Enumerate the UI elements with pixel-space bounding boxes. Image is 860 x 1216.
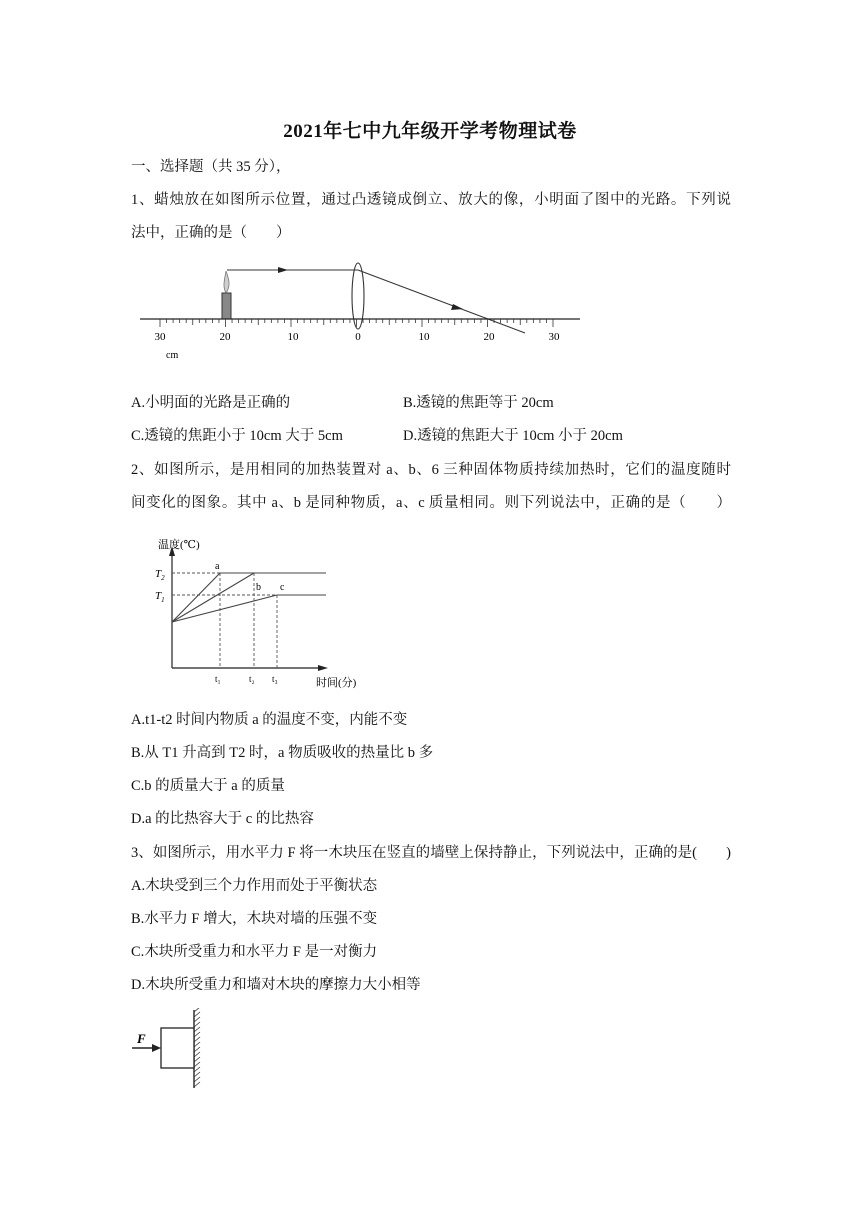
q2-option-b: B.从 T1 升高到 T2 时，a 物质吸收的热量比 b 多 — [131, 745, 434, 761]
hatch-line — [194, 1032, 200, 1037]
q1-text-line1: 1、蜡烛放在如图所示位置，通过凸透镜成倒立、放大的像，小明面了图中的光路。下列说 — [131, 192, 731, 208]
candle-icon — [222, 293, 231, 319]
hatch-line — [194, 1052, 200, 1057]
time-t2-label: t₂ — [249, 674, 255, 684]
q1-option-c: C.透镜的焦距小于 10cm 大于 5cm — [131, 428, 343, 444]
hatch-line — [194, 1062, 200, 1067]
q2-option-a: A.t1-t2 时间内物质 a 的温度不变，内能不变 — [131, 712, 408, 728]
q3-option-d: D.木块所受重力和墙对木块的摩擦力大小相等 — [131, 977, 421, 993]
q1-option-a: A.小明面的光路是正确的 — [131, 395, 291, 411]
q1-lens-figure — [130, 258, 600, 368]
q1-option-b: B.透镜的焦距等于 20cm — [403, 395, 554, 411]
t1-label: $T_1$ — [155, 590, 165, 604]
q1-text-line2: 法中，正确的是（ ） — [131, 225, 291, 241]
section-heading: 一、选择题（共 35 分）， — [131, 159, 291, 175]
hatch-line — [194, 1082, 200, 1087]
q2-option-c: C.b 的质量大于 a 的质量 — [131, 778, 285, 794]
x-axis-label: 时间(分) — [316, 677, 357, 689]
q2-text-line1: 2、如图所示，是用相同的加热装置对 a、b、6 三种固体物质持续加热时，它们的温度随时 — [131, 462, 731, 478]
tick-label: 20 — [483, 331, 495, 343]
q3-text-line1: 3、如图所示，用水平力 F 将一木块压在竖直的墙壁上保持静止，下列说法中，正确的是( ) — [131, 845, 731, 861]
wooden-block — [161, 1028, 194, 1068]
hatch-line — [194, 1072, 200, 1077]
page-title: 2021年七中九年级开学考物理试卷 — [283, 121, 577, 142]
q3-block-wall-figure — [128, 1008, 218, 1092]
curve-b-label: b — [256, 582, 261, 593]
hatch-line — [194, 1067, 200, 1072]
wall-hatching — [194, 1008, 200, 1087]
hatch-line — [194, 1037, 200, 1042]
t2-label: $T_2$ — [155, 568, 165, 582]
ray-arrow-icon — [278, 267, 288, 273]
hatch-line — [194, 1042, 200, 1047]
q3-option-b: B.水平力 F 增大，木块对墙的压强不变 — [131, 911, 378, 927]
hatch-line — [194, 1027, 200, 1032]
unit-label: cm — [166, 350, 179, 361]
hatch-line — [194, 1022, 200, 1027]
ruler-ticks — [160, 319, 553, 327]
curve-a-label: a — [215, 561, 220, 572]
q2-text-line2: 间变化的图象。其中 a、b 是同种物质，a、c 质量相同。则下列说法中，正确的是（ ） — [131, 495, 731, 511]
hatch-line — [194, 1077, 200, 1082]
tick-label: 30 — [548, 331, 560, 343]
y-axis-label: 温度(℃) — [158, 539, 200, 551]
x-axis-arrow-icon — [318, 665, 328, 671]
hatch-line — [194, 1008, 200, 1012]
ray-arrow-icon-2 — [451, 304, 463, 310]
tick-label: 30 — [154, 331, 166, 343]
curve-c-label: c — [280, 582, 285, 593]
tick-label: 0 — [355, 331, 361, 343]
tick-label: 10 — [418, 331, 430, 343]
hatch-line — [194, 1017, 200, 1022]
hatch-line — [194, 1012, 200, 1017]
flame-icon — [224, 271, 229, 293]
tick-label: 20 — [219, 331, 231, 343]
hatch-line — [194, 1047, 200, 1052]
q3-option-c: C.木块所受重力和水平力 F 是一对衡力 — [131, 944, 378, 960]
time-t3-label: t₃ — [272, 674, 278, 684]
force-label: F — [137, 1031, 146, 1046]
q2-temperature-graph — [150, 532, 390, 692]
tick-label: 10 — [287, 331, 299, 343]
refracted-ray — [358, 270, 525, 333]
time-t1-label: t₁ — [215, 674, 221, 684]
hatch-line — [194, 1057, 200, 1062]
q2-option-d: D.a 的比热容大于 c 的比热容 — [131, 811, 314, 827]
force-arrow-icon — [152, 1044, 161, 1052]
q1-option-d: D.透镜的焦距大于 10cm 小于 20cm — [403, 428, 623, 444]
curve-c — [172, 595, 277, 622]
q3-option-a: A.木块受到三个力作用而处于平衡状态 — [131, 878, 378, 894]
